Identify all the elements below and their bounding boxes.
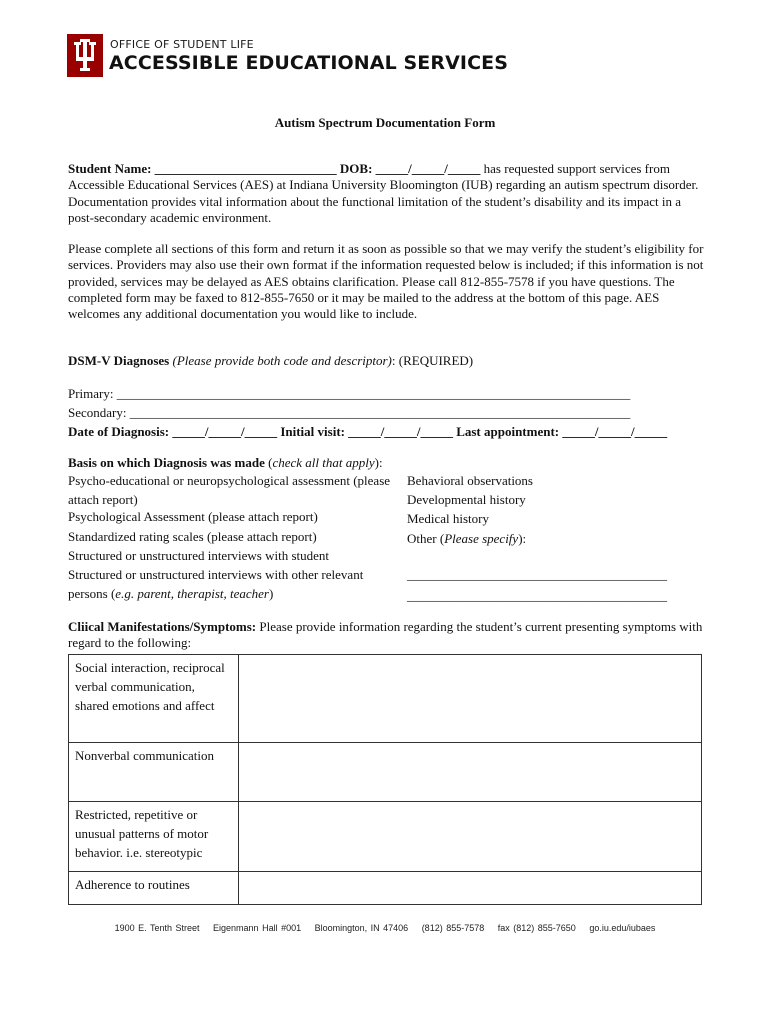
table-row [69,872,702,905]
secondary-diagnosis-field[interactable]: Secondary: _____________________________________________________________________________ [68,405,631,420]
basis-heading-note: check all that apply [272,455,375,470]
checkbox-note: e.g. parent, therapist, teacher [115,586,269,602]
symptom-label: Restricted, repetitive or unusual patterns of motor behavior. i.e. stereotypic [69,802,239,872]
symptom-label: Adherence to routines [69,872,239,905]
checkbox-item[interactable] [68,566,398,602]
checkbox-item[interactable] [407,472,707,491]
table-row [69,743,702,802]
checkbox-label: Behavioral observations [407,473,533,488]
dsm-required: : (REQUIRED) [391,353,474,368]
checkbox-paren-close: ) [268,586,274,602]
checkbox-item[interactable] [68,547,398,566]
other-note: Please specify [444,530,519,546]
student-name-label: Student Name: [68,161,152,176]
other-paren-close: ): [518,530,527,546]
dob-field[interactable]: _____/_____/_____ [372,161,481,176]
checkbox-label: Medical history [407,511,489,527]
other-specify-field[interactable]: ________________________________________ [407,588,667,604]
basis-left-column [68,472,398,602]
checkbox-label: Other ( [407,530,445,546]
intro-paragraph [68,161,708,226]
diagnosis-dates-line[interactable]: Date of Diagnosis: _____/_____/_____ Initial visit: _____/_____/_____ Last appointment: _____/_____/_____ [68,424,668,439]
student-name-field[interactable]: ____________________________ [151,161,340,176]
page-footer [0,923,770,933]
checkbox-item[interactable] [68,472,398,508]
org-subtitle: OFFICE OF STUDENT LIFE [110,38,254,51]
checkbox-label: Standardized rating scales (please attach report) [68,528,317,544]
symptoms-heading: Cliical Manifestations/Symptoms: [68,619,257,634]
basis-heading-label: Basis on which Diagnosis was made [68,455,265,470]
primary-diagnosis-field[interactable]: Primary: _______________________________________________________________________________ [68,386,631,401]
basis-paren-close: ): [374,455,383,470]
basis-heading [68,455,383,471]
footer-phone: (812) 855-7578 [421,923,485,933]
trident-icon [67,34,103,77]
symptom-response-cell[interactable] [239,743,702,802]
symptoms-intro-text: Please provide information regarding the student’s current presenting symptoms with regard to the following: [68,619,703,651]
checkbox-item[interactable] [68,528,398,547]
symptom-response-cell[interactable] [239,872,702,905]
instructions-paragraph: Please complete all sections of this form and return it as soon as possible so that we may verify the student’s eligibility for services. Providers may also use their own format if the information requested below is included; if this information is not provided, services may be delayed as AES obtains clarification. Please call 812-855-7578 if you have questions. The completed form may be faxed to 812-855-7650 or it may be mailed to the address at the bottom of this page. AES welcomes any additional documentation you would like to include. [68,241,704,322]
checkbox-label: Psycho-educational or neuropsychological assessment (please attach report) [68,473,391,508]
dob-label: DOB: [339,161,373,176]
symptom-response-cell[interactable] [239,802,702,872]
symptom-label: Social interaction, reciprocal verbal communication, shared emotions and affect [69,655,239,743]
footer-url[interactable]: go.iu.edu/iubaes [589,923,656,933]
footer-city: Bloomington, IN 47406 [314,923,409,933]
checkbox-label: Structured or unstructured interviews with student [68,547,330,563]
footer-hall: Eigenmann Hall #001 [213,923,302,933]
checkbox-item[interactable] [407,491,707,510]
form-title: Autism Spectrum Documentation Form [274,115,496,130]
footer-address: 1900 E. Tenth Street [114,923,200,933]
dsm-heading [68,353,473,369]
footer-fax: fax (812) 855-7650 [497,923,576,933]
dsm-heading-note: (Please provide both code and descriptor) [172,353,392,368]
checkbox-label: Developmental history [407,492,526,508]
basis-right-column [407,472,707,604]
basis-paren-open: ( [264,455,273,470]
table-row [69,802,702,872]
dsm-heading-label: DSM-V Diagnoses [68,353,170,368]
symptom-label: Nonverbal communication [69,743,239,802]
symptom-response-cell[interactable] [239,655,702,743]
checkbox-item[interactable] [407,510,707,529]
org-name: ACCESSIBLE EDUCATIONAL SERVICES [109,52,508,74]
checkbox-label: Structured or unstructured interviews with other relevant persons ( [68,567,364,602]
intro-text: has requested support services from Accessible Educational Services (AES) at Indiana University Bloomington (IUB) regarding an autism spectrum disorder. Documentation provides vital information about the functional limitation of the student’s disability and its impact in a post-secondary academic environment. [68,161,699,225]
symptoms-table [68,654,702,905]
checkbox-label: Psychological Assessment (please attach report) [68,509,318,525]
table-row [69,655,702,743]
checkbox-item[interactable] [407,530,707,549]
symptoms-intro [68,619,708,652]
checkbox-item[interactable] [68,508,398,527]
other-specify-field[interactable]: ________________________________________ [407,566,667,582]
iu-trident-logo [67,34,103,77]
